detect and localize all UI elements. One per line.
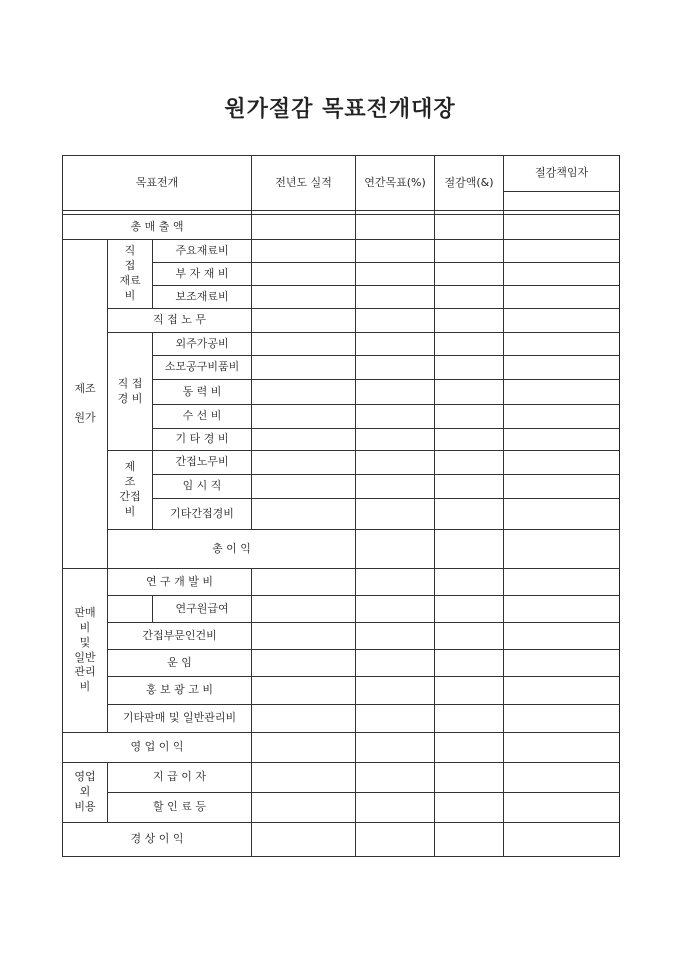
- cell-empty: [108, 596, 153, 623]
- cell-empty[interactable]: [504, 569, 620, 596]
- cell-empty[interactable]: [435, 823, 504, 857]
- cell-empty[interactable]: [504, 475, 620, 499]
- header-annual-target: 연간목표(%): [356, 156, 435, 211]
- cell-empty[interactable]: [435, 677, 504, 705]
- cell-empty[interactable]: [504, 793, 620, 823]
- header-prev-year: 전년도 실적: [252, 156, 356, 211]
- cell-empty[interactable]: [356, 215, 435, 240]
- row-label-advertising: 홍 보 광 고 비: [108, 677, 252, 705]
- cell-empty[interactable]: [504, 733, 620, 763]
- cell-empty[interactable]: [435, 309, 504, 333]
- cell-empty[interactable]: [356, 405, 435, 429]
- cell-empty[interactable]: [252, 286, 356, 309]
- header-savings: 절감액(&): [435, 156, 504, 211]
- row-label-outsourcing: 외주가공비: [153, 333, 252, 356]
- cell-empty[interactable]: [252, 356, 356, 380]
- cell-empty[interactable]: [356, 530, 435, 569]
- subgroup-label-direct-material: 직 접 재료 비: [108, 240, 153, 309]
- cell-empty[interactable]: [504, 677, 620, 705]
- cell-empty[interactable]: [252, 263, 356, 286]
- cell-empty[interactable]: [504, 192, 620, 211]
- header-goal: 목표전개: [63, 156, 252, 211]
- cell-empty[interactable]: [504, 823, 620, 857]
- row-label-aux-material: 보조재료비: [153, 286, 252, 309]
- cell-empty[interactable]: [435, 499, 504, 530]
- cell-empty[interactable]: [356, 475, 435, 499]
- row-label-gross-profit: 총 이 익: [108, 530, 356, 569]
- row-label-main-material: 주요재료비: [153, 240, 252, 263]
- row-label-research-salary: 연구원급여: [153, 596, 252, 623]
- row-label-total-sales: 총 매 출 액: [63, 215, 252, 240]
- row-label-freight: 운 임: [108, 650, 252, 677]
- cell-empty[interactable]: [252, 823, 356, 857]
- cell-empty[interactable]: [252, 333, 356, 356]
- cell-empty[interactable]: [356, 763, 435, 793]
- row-label-rnd: 연 구 개 발 비: [108, 569, 252, 596]
- cell-empty[interactable]: [252, 475, 356, 499]
- cost-reduction-table: [62, 155, 620, 857]
- cell-empty[interactable]: [252, 763, 356, 793]
- cell-empty[interactable]: [356, 596, 435, 623]
- cell-empty[interactable]: [504, 356, 620, 380]
- cell-empty[interactable]: [252, 380, 356, 405]
- cell-empty[interactable]: [252, 499, 356, 530]
- cell-empty[interactable]: [356, 429, 435, 451]
- cell-empty[interactable]: [252, 705, 356, 733]
- cell-empty[interactable]: [435, 530, 504, 569]
- cell-empty[interactable]: [435, 650, 504, 677]
- cell-empty[interactable]: [435, 475, 504, 499]
- group-label-non-operating: 영업 외 비용: [63, 763, 108, 823]
- cell-empty[interactable]: [504, 263, 620, 286]
- row-label-operating-profit: 영 업 이 익: [63, 733, 252, 763]
- cell-empty[interactable]: [504, 240, 620, 263]
- cell-empty[interactable]: [356, 823, 435, 857]
- cell-empty[interactable]: [504, 333, 620, 356]
- cell-empty[interactable]: [504, 705, 620, 733]
- cell-empty[interactable]: [435, 733, 504, 763]
- row-label-interest: 지 급 이 자: [108, 763, 252, 793]
- cell-empty[interactable]: [504, 623, 620, 650]
- row-label-indirect-labor-cost: 간접부문인건비: [108, 623, 252, 650]
- cell-empty[interactable]: [504, 530, 620, 569]
- subgroup-label-mfg-indirect: 제 조 간접 비: [108, 451, 153, 530]
- cell-empty[interactable]: [435, 380, 504, 405]
- cell-empty[interactable]: [435, 763, 504, 793]
- cell-empty[interactable]: [504, 429, 620, 451]
- cell-empty[interactable]: [356, 286, 435, 309]
- cell-empty[interactable]: [435, 793, 504, 823]
- row-label-other-sga: 기타판매 및 일반관리비: [108, 705, 252, 733]
- row-label-power: 동 력 비: [153, 380, 252, 405]
- document-title: 원가절감 목표전개대장: [224, 97, 456, 122]
- cell-empty[interactable]: [504, 286, 620, 309]
- row-label-sub-material: 부 자 재 비: [153, 263, 252, 286]
- group-label-manufacturing-cost: 제조 원가: [63, 240, 108, 569]
- row-label-temporary: 임 시 직: [153, 475, 252, 499]
- cell-empty[interactable]: [504, 650, 620, 677]
- subgroup-label-direct-expense: 직 접 경 비: [108, 333, 153, 451]
- cell-empty[interactable]: [356, 356, 435, 380]
- cell-empty[interactable]: [504, 451, 620, 475]
- cell-empty[interactable]: [435, 286, 504, 309]
- cell-empty[interactable]: [356, 309, 435, 333]
- cell-empty[interactable]: [252, 596, 356, 623]
- row-label-other-expense: 기 타 경 비: [153, 429, 252, 451]
- cell-empty[interactable]: [356, 451, 435, 475]
- cell-empty[interactable]: [356, 240, 435, 263]
- cell-empty[interactable]: [356, 263, 435, 286]
- row-label-repair: 수 선 비: [153, 405, 252, 429]
- group-label-sga: 판매 비 및 일반 관리 비: [63, 569, 108, 733]
- cell-empty[interactable]: [435, 429, 504, 451]
- cell-empty[interactable]: [252, 793, 356, 823]
- cell-empty[interactable]: [356, 793, 435, 823]
- cell-empty[interactable]: [356, 677, 435, 705]
- cell-empty[interactable]: [356, 333, 435, 356]
- cell-empty[interactable]: [252, 733, 356, 763]
- cell-empty[interactable]: [435, 356, 504, 380]
- cell-empty[interactable]: [504, 215, 620, 240]
- cell-empty[interactable]: [435, 623, 504, 650]
- cell-empty[interactable]: [435, 569, 504, 596]
- row-label-indirect-labor: 간접노무비: [153, 451, 252, 475]
- cell-empty[interactable]: [356, 569, 435, 596]
- row-label-other-indirect: 기타간접경비: [153, 499, 252, 530]
- cell-empty[interactable]: [356, 705, 435, 733]
- cell-empty[interactable]: [435, 333, 504, 356]
- cell-empty[interactable]: [252, 677, 356, 705]
- cell-empty[interactable]: [504, 596, 620, 623]
- cell-empty[interactable]: [435, 263, 504, 286]
- cell-empty[interactable]: [435, 405, 504, 429]
- cell-empty[interactable]: [504, 499, 620, 530]
- cell-empty[interactable]: [356, 623, 435, 650]
- cell-empty[interactable]: [435, 451, 504, 475]
- cell-empty[interactable]: [504, 380, 620, 405]
- cell-empty[interactable]: [435, 215, 504, 240]
- row-label-direct-labor: 직 접 노 무: [108, 309, 252, 333]
- cell-empty[interactable]: [356, 499, 435, 530]
- cell-empty[interactable]: [504, 405, 620, 429]
- cell-empty[interactable]: [356, 380, 435, 405]
- cell-empty[interactable]: [504, 309, 620, 333]
- cell-empty[interactable]: [252, 309, 356, 333]
- cell-empty[interactable]: [435, 705, 504, 733]
- cell-empty[interactable]: [356, 650, 435, 677]
- cell-empty[interactable]: [252, 650, 356, 677]
- cell-empty[interactable]: [504, 763, 620, 793]
- cell-empty[interactable]: [252, 215, 356, 240]
- cell-empty[interactable]: [252, 623, 356, 650]
- cell-empty[interactable]: [252, 429, 356, 451]
- cell-empty[interactable]: [252, 240, 356, 263]
- row-label-ordinary-profit: 경 상 이 익: [63, 823, 252, 857]
- cell-empty[interactable]: [356, 733, 435, 763]
- cell-empty[interactable]: [252, 405, 356, 429]
- cell-empty[interactable]: [252, 451, 356, 475]
- cell-empty[interactable]: [252, 569, 356, 596]
- cell-empty[interactable]: [435, 596, 504, 623]
- row-label-discount: 할 인 료 등: [108, 793, 252, 823]
- cell-empty[interactable]: [435, 240, 504, 263]
- row-label-consumables: 소모공구비품비: [153, 356, 252, 380]
- header-manager: 절감책임자: [504, 156, 620, 192]
